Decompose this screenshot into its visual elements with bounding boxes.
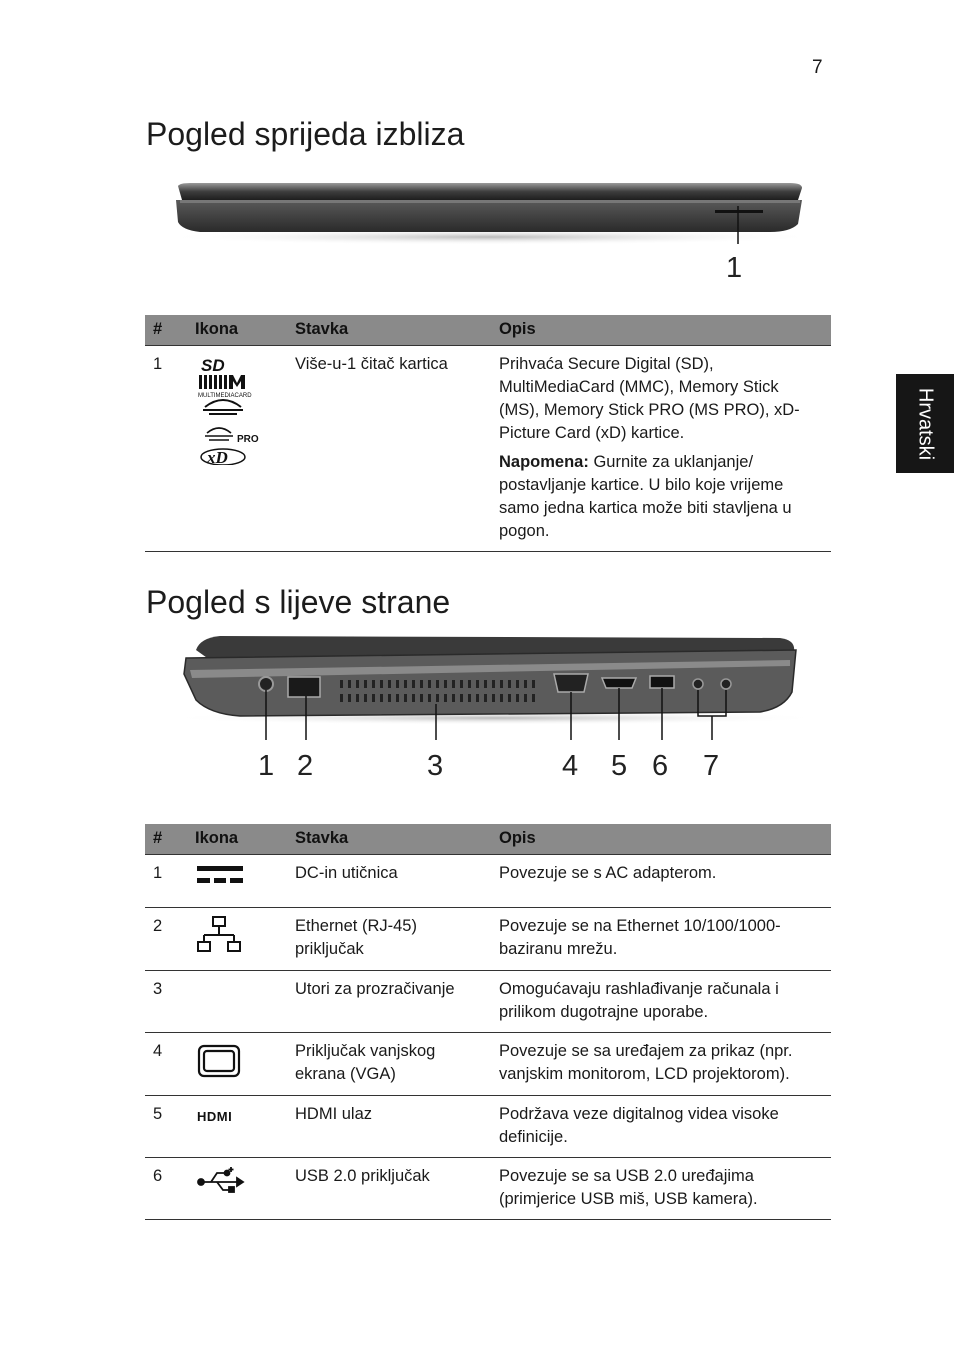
front-view-table <box>145 315 831 552</box>
table-header-row <box>145 315 831 346</box>
callout-1: 1 <box>258 750 275 782</box>
table-row <box>145 1158 831 1220</box>
memory-stick-logo <box>203 400 243 414</box>
description-text: Prihvaća Secure Digital (SD), MultiMediaCard (MMC), Memory Stick (MS), Memory Stick PRO (MS PRO), xD-Picture Card (xD) kartice. <box>499 355 800 442</box>
row-icon <box>187 1033 287 1096</box>
header-item: Stavka <box>287 315 491 346</box>
dc-in-icon <box>195 862 245 892</box>
row-description: Povezuje se sa USB 2.0 uređajima (primjerice USB miš, USB kamera). <box>491 1158 831 1220</box>
row-num: 5 <box>145 1096 187 1158</box>
table-row <box>145 971 831 1033</box>
row-num: 6 <box>145 1158 187 1220</box>
front-view-illustration <box>150 180 840 290</box>
header-item: Stavka <box>287 824 491 855</box>
header-icon: Ikona <box>187 824 287 855</box>
callout-7: 7 <box>703 750 720 782</box>
row-icon <box>187 1158 287 1220</box>
row-num: 1 <box>145 855 187 908</box>
row-description: Omogućavaju rashlađivanje računala i prilikom dugotrajne uporabe. <box>491 971 831 1033</box>
vga-icon <box>195 1040 245 1080</box>
note-paragraph <box>499 451 823 543</box>
row-description: Povezuje se s AC adapterom. <box>491 855 831 908</box>
header-description: Opis <box>491 824 831 855</box>
row-num: 1 <box>145 346 187 552</box>
row-description: Podržava veze digitalnog videa visoke definicije. <box>491 1096 831 1158</box>
callout-1: 1 <box>726 252 743 284</box>
callout-3: 3 <box>427 750 444 782</box>
callout-4: 4 <box>562 750 579 782</box>
row-description: Povezuje se sa uređajem za prikaz (npr. vanjskim monitorom, LCD projektorom). <box>491 1033 831 1096</box>
hdmi-icon <box>195 1103 251 1127</box>
row-item: Priključak vanjskog ekrana (VGA) <box>287 1033 491 1096</box>
mmc-logo-text: MULTIMEDIACARD <box>198 393 252 399</box>
row-icon <box>187 346 287 552</box>
laptop-left-view-image <box>150 630 840 740</box>
callout-2: 2 <box>297 750 314 782</box>
usb-icon <box>195 1165 245 1195</box>
row-item: Više-u-1 čitač kartica <box>287 346 491 552</box>
row-icon <box>187 855 287 908</box>
memory-stick-pro-logo <box>205 428 233 440</box>
row-num: 2 <box>145 908 187 971</box>
table-row <box>145 1033 831 1096</box>
row-num: 3 <box>145 971 187 1033</box>
section-title-front-view: Pogled sprijeda izbliza <box>146 116 465 152</box>
callout-5: 5 <box>611 750 628 782</box>
table-row <box>145 1096 831 1158</box>
row-item: HDMI ulaz <box>287 1096 491 1158</box>
table-row <box>145 855 831 908</box>
note-text: Gurnite za uklanjanje/ postavljanje kartice. U bilo koje vrijeme samo jedna kartica može biti stavljena u pogon. <box>499 453 792 540</box>
row-num: 4 <box>145 1033 187 1096</box>
row-item: USB 2.0 priključak <box>287 1158 491 1220</box>
row-item: Utori za prozračivanje <box>287 971 491 1033</box>
table-row <box>145 346 831 552</box>
mmc-logo <box>199 375 245 389</box>
table-row <box>145 908 831 971</box>
header-num: # <box>145 315 187 346</box>
hdmi-logo-text: HDMI <box>197 1109 233 1124</box>
header-icon: Ikona <box>187 315 287 346</box>
language-side-tab <box>896 374 954 473</box>
table-header-row <box>145 824 831 855</box>
row-icon <box>187 1096 287 1158</box>
ethernet-icon <box>195 915 245 955</box>
row-description <box>491 346 831 552</box>
row-description: Povezuje se na Ethernet 10/100/1000-baziranu mrežu. <box>491 908 831 971</box>
note-label: Napomena: <box>499 453 589 471</box>
left-view-table <box>145 824 831 1220</box>
page-number: 7 <box>812 57 823 78</box>
sd-logo-text: SD <box>201 356 225 375</box>
header-num: # <box>145 824 187 855</box>
card-reader-logos-icon <box>195 353 267 465</box>
ms-pro-logo-text: PRO <box>237 434 259 445</box>
header-description: Opis <box>491 315 831 346</box>
row-icon <box>187 908 287 971</box>
row-item: Ethernet (RJ-45) priključak <box>287 908 491 971</box>
row-item: DC-in utičnica <box>287 855 491 908</box>
section-title-left-view: Pogled s lijeve strane <box>146 584 451 620</box>
left-view-illustration <box>150 630 840 790</box>
language-tab-label: Hrvatski <box>914 387 937 460</box>
row-icon <box>187 971 287 1033</box>
callout-6: 6 <box>652 750 669 782</box>
xd-logo-text: xD <box>207 448 228 465</box>
